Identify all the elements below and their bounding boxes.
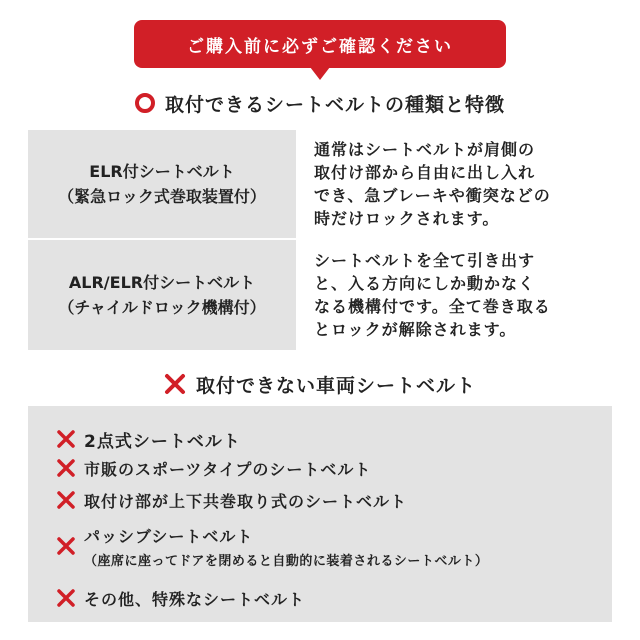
list-item [56, 454, 612, 482]
belt-name-cell [28, 130, 296, 238]
belt-name-cell [28, 240, 296, 350]
list-item-label: 2点式シートベルト [84, 431, 241, 452]
belt-name-sub: （緊急ロック式巻取装置付） [58, 187, 266, 206]
list-item-note: （座席に座ってドアを閉めると自動的に装着されるシートベルト） [84, 553, 489, 569]
notice-banner-pointer [310, 67, 330, 80]
belt-row-alr-elr [28, 240, 612, 350]
list-item-label: 市販のスポーツタイプのシートベルト [84, 459, 372, 479]
cross-icon [56, 458, 76, 478]
belt-description-line: シートベルトを全て引き出す [314, 251, 536, 270]
compatible-title-text: 取付できるシートベルトの種類と特徴 [164, 93, 505, 116]
belt-name-sub: （チャイルドロック機構付） [58, 298, 266, 317]
cross-icon [56, 490, 76, 510]
incompatible-title-text: 取付できない車両シートベルト [195, 374, 476, 397]
belt-description-cell [296, 240, 612, 350]
compatible-belt-table [28, 130, 612, 350]
list-item-text [84, 524, 488, 569]
belt-name-main: ELR付シートベルト [89, 162, 235, 181]
belt-description-cell [296, 130, 612, 238]
belt-description-line: 取付け部から自由に出し入れ [314, 163, 536, 182]
belt-description-line: 通常はシートベルトが肩側の [314, 140, 536, 159]
list-item-label: パッシブシートベルト [84, 526, 254, 546]
list-item [56, 578, 612, 618]
list-item [56, 482, 612, 518]
list-item-label: その他、特殊なシートベルト [84, 589, 306, 609]
cross-icon [164, 373, 186, 395]
belt-description-line: でき、急ブレーキや衝突などの [314, 186, 551, 205]
incompatible-belt-list [28, 406, 612, 622]
notice-banner [134, 20, 506, 82]
belt-description-line: とロックが解除されます。 [314, 320, 517, 339]
list-item [56, 424, 612, 454]
belt-description-line: なる機構付です。全て巻き取る [314, 297, 551, 316]
belt-description-line: と、入る方向にしか動かなく [314, 274, 536, 293]
belt-row-elr [28, 130, 612, 238]
belt-description-line: 時だけロックされます。 [314, 209, 500, 228]
list-item [56, 518, 612, 574]
cross-icon [56, 536, 76, 556]
incompatible-section-title [0, 368, 640, 400]
list-item-label: 取付け部が上下共巻取り式のシートベルト [84, 491, 408, 511]
cross-icon [56, 588, 76, 608]
belt-name-main: ALR/ELR付シートベルト [68, 273, 256, 292]
circle-icon [135, 93, 155, 113]
compatible-section-title [0, 88, 640, 118]
notice-banner-label: ご購入前に必ずご確認ください [134, 20, 506, 68]
cross-icon [56, 429, 76, 449]
